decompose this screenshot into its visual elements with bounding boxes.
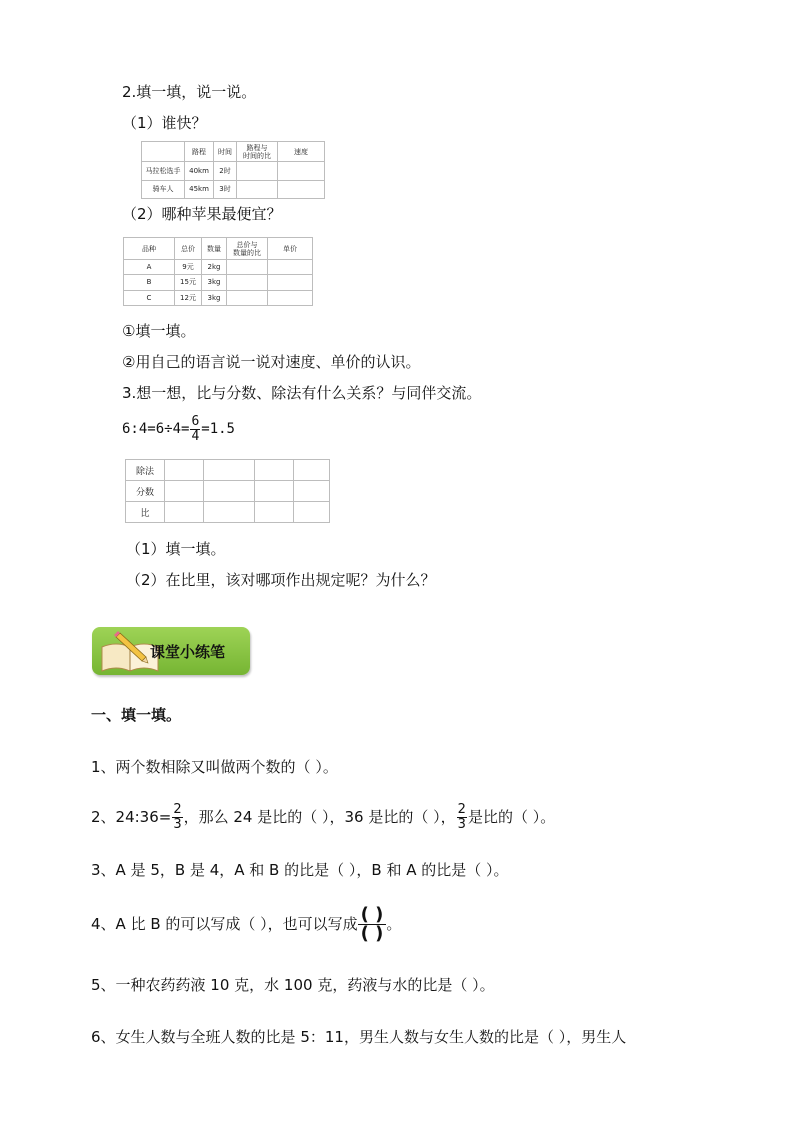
fraction-numerator: 2 [457, 802, 466, 817]
item4-part-a: 4、A 比 B 的可以写成（ ），也可以写成 [91, 915, 358, 933]
practice-banner [92, 627, 250, 675]
table-cell: 45km [185, 180, 214, 199]
table-cell: 2kg [202, 260, 227, 275]
table-header: 数量 [202, 238, 227, 260]
table-header: 单价 [268, 238, 313, 260]
table-cell[interactable] [204, 481, 255, 502]
blank-denominator: ( ) [360, 923, 384, 944]
table-row [126, 481, 330, 502]
table-cell: C [124, 290, 175, 305]
item2-part-a: 2、24:36= [91, 808, 172, 826]
item4-part-b: 。 [386, 915, 402, 933]
equation-fraction [190, 415, 200, 444]
table-cell: 马拉松选手 [142, 162, 185, 181]
table-cell: 9元 [175, 260, 202, 275]
table-header: 速度 [278, 142, 325, 162]
table-cell[interactable] [268, 275, 313, 290]
table-header: 品种 [124, 238, 175, 260]
table-cell[interactable] [204, 502, 255, 523]
item2-fraction-repeat [457, 803, 467, 832]
table-cell: 15元 [175, 275, 202, 290]
table-cell[interactable] [268, 260, 313, 275]
banner-label: 课堂小练笔 [150, 643, 226, 661]
table-cell: 3kg [202, 290, 227, 305]
table-cell[interactable] [227, 290, 268, 305]
table-cell: 12元 [175, 290, 202, 305]
table-cell[interactable] [227, 275, 268, 290]
table-cell[interactable] [227, 260, 268, 275]
section2-question2: （2）哪种苹果最便宜？ [122, 205, 282, 223]
table-header: 比 [126, 502, 165, 523]
exercise-item-4 [91, 904, 401, 944]
equation-right: =1.5 [201, 421, 235, 437]
exercise-item-6: 6、女生人数与全班人数的比是 5：11，男生人数与女生人数的比是（ ），男生人 [91, 1028, 627, 1046]
table-cell: 40km [185, 162, 214, 181]
table-header: 总价 [175, 238, 202, 260]
table-cell: 2时 [214, 162, 237, 181]
table-row [126, 502, 330, 523]
table-cell[interactable] [294, 460, 330, 481]
table-header: 时间 [214, 142, 237, 162]
exercise-heading: 一、填一填。 [91, 706, 182, 724]
table-header: 总价与 数量的比 [227, 238, 268, 260]
fraction-denominator: 4 [191, 428, 200, 444]
table-cell[interactable] [294, 481, 330, 502]
section2-title: 2.填一填，说一说。 [122, 83, 257, 101]
table-cell: 骑车人 [142, 180, 185, 199]
table-cell[interactable] [268, 290, 313, 305]
fraction-numerator: 2 [173, 802, 182, 817]
fraction-denominator: 3 [457, 817, 466, 832]
table-cell[interactable] [237, 162, 278, 181]
table-cell[interactable] [278, 162, 325, 181]
table-header: 除法 [126, 460, 165, 481]
table-row [124, 290, 313, 305]
table-cell[interactable] [294, 502, 330, 523]
section3-title: 3.想一想，比与分数、除法有什么关系？与同伴交流。 [122, 384, 482, 402]
speed-table [141, 141, 325, 199]
table-cell: 3kg [202, 275, 227, 290]
exercise-item-2 [91, 800, 555, 834]
table-cell: A [124, 260, 175, 275]
table-cell[interactable] [278, 180, 325, 199]
table-row [126, 460, 330, 481]
fraction-numerator: 6 [191, 413, 200, 429]
relation-table [125, 459, 330, 523]
table-header: 分数 [126, 481, 165, 502]
table-cell[interactable] [165, 481, 204, 502]
item2-fraction [172, 803, 182, 832]
table-row [124, 275, 313, 290]
table-cell[interactable] [255, 460, 294, 481]
blank-numerator: ( ) [358, 906, 387, 925]
table-header: 路程与 时间的比 [237, 142, 278, 162]
section2-note1: ①填一填。 [122, 322, 196, 340]
table-cell[interactable] [204, 460, 255, 481]
table-cell [142, 142, 185, 162]
fraction-denominator: 3 [173, 817, 182, 832]
apple-price-table [123, 237, 313, 306]
table-cell[interactable] [255, 502, 294, 523]
section2-note2: ②用自己的语言说一说对速度、单价的认识。 [122, 353, 421, 371]
table-row [124, 260, 313, 275]
section3-question1: （1）填一填。 [126, 540, 226, 558]
table-cell[interactable] [237, 180, 278, 199]
table-row [142, 162, 325, 181]
table-header: 路程 [185, 142, 214, 162]
item2-part-b: ，那么 24 是比的（ ），36 是比的（ ）， [183, 808, 456, 826]
section2-question1: （1）谁快？ [122, 114, 207, 132]
table-cell[interactable] [255, 481, 294, 502]
exercise-item-1: 1、两个数相除又叫做两个数的（ ）。 [91, 758, 338, 776]
table-row [142, 180, 325, 199]
exercise-item-5: 5、一种农药药液 10 克，水 100 克，药液与水的比是（ ）。 [91, 976, 495, 994]
exercise-item-3: 3、A 是 5，B 是 4，A 和 B 的比是（ ），B 和 A 的比是（ ）。 [91, 861, 509, 879]
item2-part-c: 是比的（ ）。 [467, 808, 556, 826]
section3-question2: （2）在比里，该对哪项作出规定呢？为什么？ [126, 571, 436, 589]
blank-fraction[interactable] [358, 906, 387, 943]
table-cell[interactable] [165, 502, 204, 523]
ratio-equation [122, 411, 235, 447]
table-cell: B [124, 275, 175, 290]
table-cell: 3时 [214, 180, 237, 199]
table-cell[interactable] [165, 460, 204, 481]
equation-left: 6:4=6÷4= [122, 421, 190, 437]
